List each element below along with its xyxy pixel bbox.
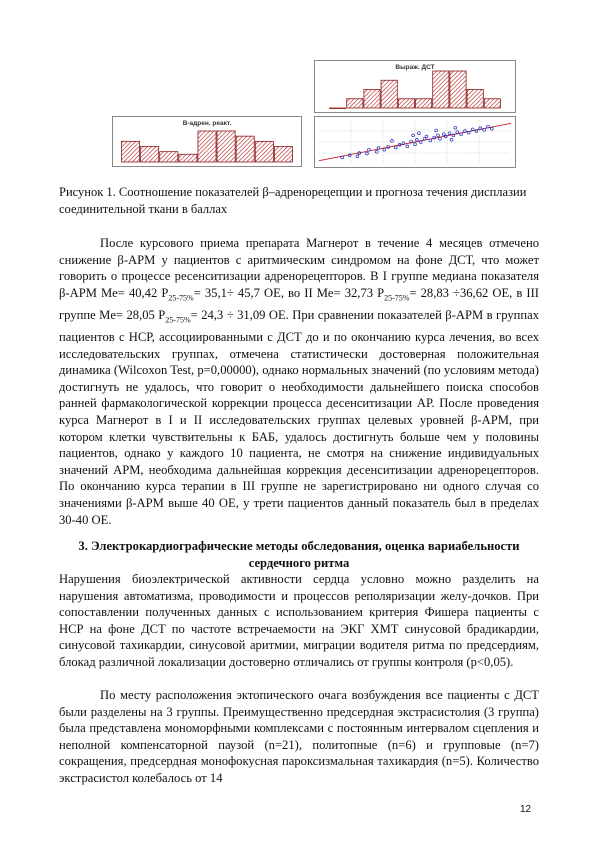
figure-title: В-адрен. реакт. bbox=[182, 120, 232, 127]
main-paragraph bbox=[59, 235, 539, 528]
data-point bbox=[394, 146, 397, 149]
histogram-bar bbox=[179, 154, 197, 162]
histogram-bar bbox=[398, 99, 414, 108]
paragraph-fragment: = 24,3 ÷ 31,09 ОЕ. При сравнении показателей β-АРМ в группах пациентов с НСР, ассоциированными с ДСТ до и по окончанию курса лечения, во всех исследовательских группах, отмечена статистически достоверная положительная динамика (Wilcoxon Test, p=0,00000), однако нормальных значений (по условиям метода) достигнуть не удалось, что говорит о необходимости дальнейшего поиска способов ранней фармакологической коррекции процесса десенситизации АР. После проведения курса Магнерот в I и II исследовательских группах целевых уровней β-АРМ, при котором клетки чувствительны к БАБ, удалось достигнуть больше чем у половины пациентов, однако у каждого 10 пациента, не смотря на снижение индивидуальных значений АРМ, необходима дальнейшая коррекция десенситизации адренорецепторов. По окончанию курса терапии в III группе не зарегистрировано ни одного случая со значениями β-АРМ выше 40 ОЕ, у трети пациентов данный показатель был в пределах 30-40 ОЕ. bbox=[59, 307, 540, 527]
figure-caption: Рисунок 1. Соотношение показателей β–адренорецепции и прогноза течения дисплазии соединительной ткани в баллах bbox=[59, 185, 527, 216]
data-point bbox=[425, 135, 428, 138]
data-point bbox=[439, 137, 442, 140]
histogram-bar bbox=[416, 99, 432, 108]
histogram-bar bbox=[141, 147, 159, 163]
figure-panel-dst bbox=[314, 60, 516, 113]
paragraph-text: По месту расположения эктопического очага возбуждения все пациенты с ДСТ были разделены на 3 группы. Преимущественно предсердная экстрасистолия (3 группа) была представлена мономорфными комплексами с постоянным интервалом сцепления и неполной компенсаторной паузой (n=21), политопные (n=6) и групповые (n=7) сокращения, предсердная монофокусная пароксизмальная тахикардия (n=5). Количество экстрасистол колебалось от 14 bbox=[59, 688, 539, 785]
data-point bbox=[448, 132, 451, 135]
histogram-bar bbox=[450, 71, 466, 108]
scatter-plot bbox=[315, 117, 515, 167]
histogram-bar bbox=[217, 131, 235, 162]
paragraph-text bbox=[59, 235, 539, 528]
histogram-bar bbox=[381, 80, 397, 108]
histogram-bar bbox=[255, 141, 273, 162]
paragraph-fragment: = 35,1÷ 45,7 ОЕ, во II Me= 32,73 P bbox=[193, 285, 385, 300]
data-point bbox=[454, 126, 457, 129]
data-point bbox=[412, 134, 415, 137]
data-point bbox=[490, 127, 493, 130]
subscript: 25-75% bbox=[384, 293, 410, 303]
paragraph-ecg bbox=[59, 571, 539, 671]
data-point bbox=[406, 145, 409, 148]
histogram-bar bbox=[198, 131, 216, 162]
data-point bbox=[416, 138, 419, 141]
histogram-dst bbox=[315, 61, 515, 112]
histogram-bar bbox=[347, 99, 363, 108]
histogram-beta-arm bbox=[113, 117, 301, 166]
histogram-bar bbox=[467, 90, 483, 109]
figure-title: Выраж. ДСТ bbox=[395, 64, 435, 71]
data-point bbox=[383, 148, 386, 151]
data-point bbox=[366, 152, 369, 155]
figure-panel-beta-arm bbox=[112, 116, 302, 167]
section-heading: 3. Электрокардиографические методы обследования, оценка вариабельности сердечного ритма bbox=[78, 539, 520, 570]
paragraph-fragment: После курсового приема препарата Магнерот в течение 4 месяцев отмечено снижение β-АРМ у пациентов с аритмическим синдромом на фоне ДСТ, что может говорить о процессе ресенситизации адренорецепторов. В I группе медиана показателя β-АРМ Me= 40,42 P bbox=[59, 236, 539, 300]
figure-panel-scatter bbox=[314, 116, 516, 168]
data-point bbox=[450, 138, 453, 141]
paragraph-ectopic bbox=[59, 687, 539, 787]
histogram-bar bbox=[433, 71, 449, 108]
histogram-bar bbox=[364, 90, 380, 109]
data-point bbox=[437, 134, 440, 137]
paragraph-text: Нарушения биоэлектрической активности сердца условно можно разделить на нарушения автоматизма, проводимости и процессов реполяризации желу-дочков. При сопоставлении полученных данных с использованием критерия Фишера пациенты с НСР на фоне ДСТ по частоте встречаемости на ЭКГ ХМТ синусовой брадикардии, синусовой тахикардии, синусовой аритмии, миграции водителя ритма по предсердиям, блокад различной локализации достоверно отличались от группы контроля (р<0,05). bbox=[59, 572, 539, 669]
data-point bbox=[417, 132, 420, 135]
histogram-bar bbox=[484, 99, 500, 108]
subscript: 25-75% bbox=[168, 293, 194, 303]
page-number: 12 bbox=[520, 804, 532, 815]
paragraph-fragment: = 28,83 ÷36,62 ОЕ, в III группе Me= 28,05 P bbox=[59, 285, 539, 322]
histogram-bar bbox=[330, 108, 346, 109]
data-point bbox=[356, 155, 359, 158]
histogram-bar bbox=[160, 152, 178, 162]
histogram-bar bbox=[122, 141, 140, 162]
histogram-bar bbox=[274, 147, 292, 163]
histogram-bar bbox=[236, 136, 254, 162]
data-point bbox=[435, 129, 438, 132]
subscript: 25-75% bbox=[165, 315, 191, 325]
